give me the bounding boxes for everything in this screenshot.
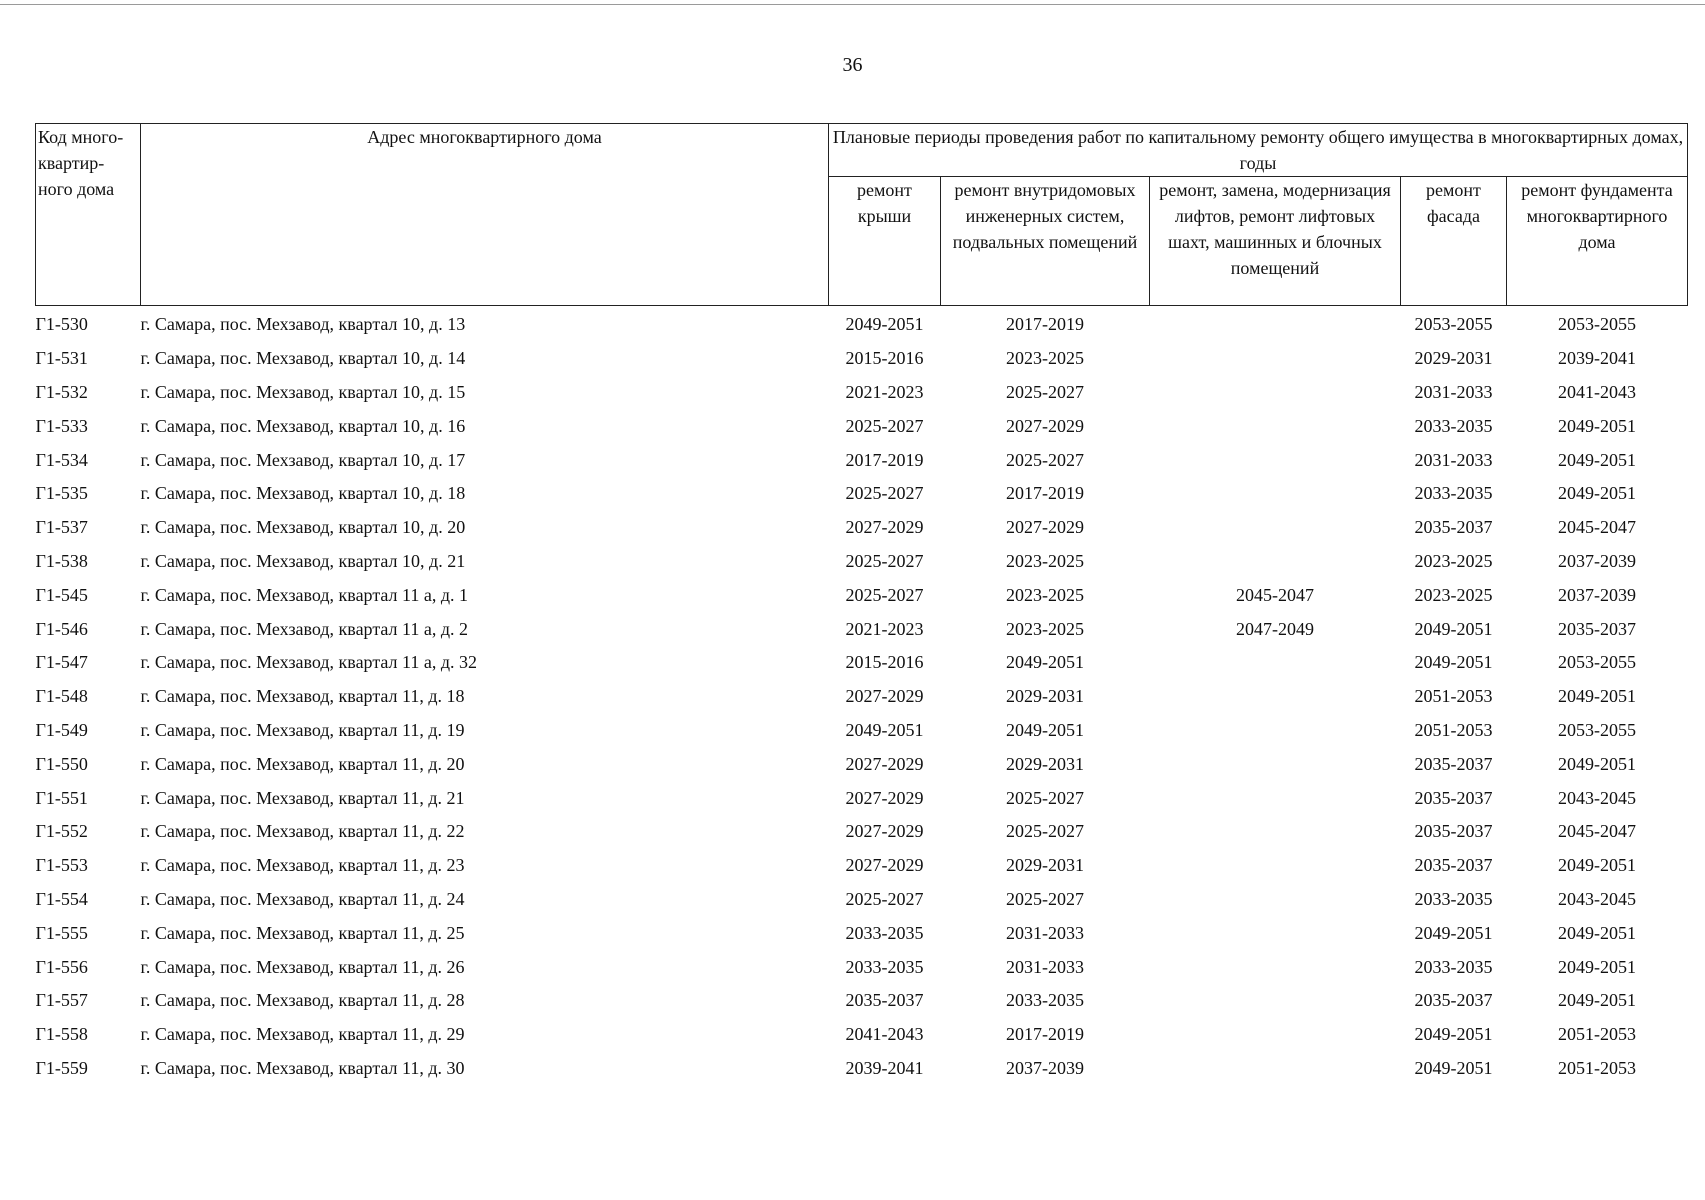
cell-engineering: 2049-2051 — [1006, 719, 1084, 740]
table-row — [36, 815, 1688, 849]
cell-foundation: 2049-2051 — [1558, 753, 1636, 774]
cell-lifts — [1150, 443, 1401, 477]
cell-foundation: 2049-2051 — [1558, 956, 1636, 977]
cell-code: Г1-558 — [35, 1024, 88, 1045]
table-row — [36, 747, 1688, 781]
cell-foundation: 2051-2053 — [1558, 1057, 1636, 1078]
table-row — [36, 342, 1688, 376]
cell-foundation: 2049-2051 — [1558, 415, 1636, 436]
cell-address: г. Самара, пос. Мехзавод, квартал 10, д. 14 — [140, 348, 466, 369]
cell-foundation: 2049-2051 — [1558, 990, 1636, 1011]
cell-roof: 2033-2035 — [845, 956, 924, 977]
cell-address: г. Самара, пос. Мехзавод, квартал 10, д. 20 — [140, 517, 466, 538]
cell-address: г. Самара, пос. Мехзавод, квартал 11 а, д. 32 — [140, 652, 478, 673]
cell-lifts — [1150, 883, 1401, 917]
cell-facade: 2033-2035 — [1414, 483, 1493, 504]
cell-roof: 2027-2029 — [845, 753, 924, 774]
cell-engineering: 2025-2027 — [1006, 449, 1084, 470]
cell-lifts — [1150, 950, 1401, 984]
cell-roof: 2049-2051 — [845, 314, 924, 335]
cell-foundation: 2039-2041 — [1558, 348, 1636, 369]
cell-address: г. Самара, пос. Мехзавод, квартал 11 а, д. 1 — [140, 584, 469, 605]
cell-code: Г1-534 — [35, 449, 88, 470]
cell-address: г. Самара, пос. Мехзавод, квартал 11, д. 25 — [140, 922, 465, 943]
cell-lifts — [1150, 511, 1401, 545]
cell-engineering: 2031-2033 — [1006, 922, 1084, 943]
cell-engineering: 2025-2027 — [1006, 888, 1084, 909]
cell-roof: 2021-2023 — [845, 618, 924, 639]
cell-foundation: 2053-2055 — [1558, 652, 1636, 673]
cell-engineering: 2025-2027 — [1006, 381, 1084, 402]
table-row — [36, 1018, 1688, 1052]
cell-facade: 2023-2025 — [1414, 584, 1493, 605]
cell-roof: 2033-2035 — [845, 922, 924, 943]
cell-address: г. Самара, пос. Мехзавод, квартал 10, д. 17 — [140, 449, 466, 470]
cell-facade: 2029-2031 — [1414, 348, 1493, 369]
header-lifts: ремонт, замена, модернизация лифтов, ремонт лифтовых шахт, машинных и блочных помещений — [1150, 177, 1401, 306]
cell-foundation: 2049-2051 — [1558, 483, 1636, 504]
table-row — [36, 306, 1688, 342]
table-row — [36, 781, 1688, 815]
cell-foundation: 2043-2045 — [1558, 787, 1636, 808]
cell-address: г. Самара, пос. Мехзавод, квартал 11, д. 20 — [140, 753, 465, 774]
cell-address: г. Самара, пос. Мехзавод, квартал 10, д. 21 — [140, 550, 466, 571]
table-row — [36, 1052, 1688, 1086]
cell-code: Г1-559 — [35, 1057, 88, 1078]
cell-facade: 2023-2025 — [1414, 550, 1493, 571]
cell-lifts: 2047-2049 — [1236, 618, 1314, 639]
cell-address: г. Самара, пос. Мехзавод, квартал 11, д. 29 — [140, 1024, 465, 1045]
cell-foundation: 2049-2051 — [1558, 855, 1636, 876]
cell-foundation: 2045-2047 — [1558, 821, 1636, 842]
table-row — [36, 443, 1688, 477]
header-foundation: ремонт фундамента многоквартирного дома — [1507, 177, 1688, 306]
cell-code: Г1-546 — [35, 618, 88, 639]
table-row — [36, 578, 1688, 612]
table-row — [36, 477, 1688, 511]
cell-engineering: 2037-2039 — [1006, 1057, 1084, 1078]
cell-foundation: 2053-2055 — [1558, 314, 1636, 335]
cell-code: Г1-547 — [35, 652, 88, 673]
cell-address: г. Самара, пос. Мехзавод, квартал 11, д. 23 — [140, 855, 465, 876]
cell-roof: 2017-2019 — [845, 449, 924, 470]
cell-address: г. Самара, пос. Мехзавод, квартал 10, д. 13 — [140, 314, 466, 335]
cell-engineering: 2017-2019 — [1006, 1024, 1084, 1045]
cell-facade: 2033-2035 — [1414, 888, 1493, 909]
cell-roof: 2025-2027 — [845, 888, 924, 909]
cell-lifts — [1150, 545, 1401, 579]
cell-roof: 2025-2027 — [845, 584, 924, 605]
cell-address: г. Самара, пос. Мехзавод, квартал 10, д. 18 — [140, 483, 466, 504]
cell-foundation: 2037-2039 — [1558, 550, 1636, 571]
table-row — [36, 376, 1688, 410]
cell-engineering: 2049-2051 — [1006, 652, 1084, 673]
cell-roof: 2027-2029 — [845, 855, 924, 876]
cell-address: г. Самара, пос. Мехзавод, квартал 11, д. 19 — [140, 719, 465, 740]
cell-roof: 2041-2043 — [845, 1024, 924, 1045]
cell-facade: 2035-2037 — [1414, 787, 1493, 808]
table-row — [36, 984, 1688, 1018]
repair-schedule-table — [35, 123, 1688, 1085]
cell-code: Г1-533 — [35, 415, 88, 436]
cell-facade: 2035-2037 — [1414, 990, 1493, 1011]
cell-facade: 2031-2033 — [1414, 449, 1493, 470]
cell-roof: 2015-2016 — [845, 652, 924, 673]
cell-engineering: 2033-2035 — [1006, 990, 1084, 1011]
table-row — [36, 680, 1688, 714]
cell-lifts — [1150, 916, 1401, 950]
header-roof: ремонт крыши — [829, 177, 941, 306]
table-row — [36, 849, 1688, 883]
cell-facade: 2035-2037 — [1414, 517, 1493, 538]
table-row — [36, 916, 1688, 950]
cell-facade: 2035-2037 — [1414, 821, 1493, 842]
cell-facade: 2049-2051 — [1414, 618, 1493, 639]
cell-lifts — [1150, 306, 1401, 342]
cell-lifts — [1150, 1018, 1401, 1052]
cell-code: Г1-531 — [35, 348, 88, 369]
header-code: Код много-квартир-ного дома — [36, 124, 141, 306]
cell-facade: 2049-2051 — [1414, 1024, 1493, 1045]
cell-roof: 2027-2029 — [845, 686, 924, 707]
cell-foundation: 2045-2047 — [1558, 517, 1636, 538]
cell-roof: 2027-2029 — [845, 517, 924, 538]
cell-address: г. Самара, пос. Мехзавод, квартал 11, д. 22 — [140, 821, 465, 842]
cell-foundation: 2051-2053 — [1558, 1024, 1636, 1045]
cell-lifts: 2045-2047 — [1236, 584, 1314, 605]
cell-lifts — [1150, 342, 1401, 376]
cell-facade: 2031-2033 — [1414, 381, 1493, 402]
cell-address: г. Самара, пос. Мехзавод, квартал 11, д. 24 — [140, 888, 465, 909]
cell-roof: 2025-2027 — [845, 483, 924, 504]
cell-code: Г1-537 — [35, 517, 88, 538]
cell-lifts — [1150, 714, 1401, 748]
cell-facade: 2049-2051 — [1414, 1057, 1493, 1078]
cell-address: г. Самара, пос. Мехзавод, квартал 11 а, д. 2 — [140, 618, 469, 639]
cell-address: г. Самара, пос. Мехзавод, квартал 11, д. 30 — [140, 1057, 465, 1078]
cell-lifts — [1150, 1052, 1401, 1086]
cell-engineering: 2029-2031 — [1006, 855, 1084, 876]
cell-address: г. Самара, пос. Мехзавод, квартал 11, д. 21 — [140, 787, 465, 808]
cell-code: Г1-538 — [35, 550, 88, 571]
cell-code: Г1-554 — [35, 888, 88, 909]
cell-address: г. Самара, пос. Мехзавод, квартал 10, д. 16 — [140, 415, 466, 436]
table-row — [36, 714, 1688, 748]
cell-facade: 2053-2055 — [1414, 314, 1493, 335]
cell-engineering: 2027-2029 — [1006, 415, 1084, 436]
table-header — [36, 124, 1688, 306]
cell-lifts — [1150, 477, 1401, 511]
cell-code: Г1-555 — [35, 922, 88, 943]
cell-roof: 2027-2029 — [845, 787, 924, 808]
table-row — [36, 511, 1688, 545]
cell-facade: 2049-2051 — [1414, 922, 1493, 943]
cell-lifts — [1150, 747, 1401, 781]
cell-engineering: 2023-2025 — [1006, 550, 1084, 571]
cell-engineering: 2017-2019 — [1006, 314, 1084, 335]
cell-address: г. Самара, пос. Мехзавод, квартал 11, д. 26 — [140, 956, 465, 977]
cell-foundation: 2037-2039 — [1558, 584, 1636, 605]
cell-foundation: 2049-2051 — [1558, 686, 1636, 707]
cell-engineering: 2031-2033 — [1006, 956, 1084, 977]
cell-code: Г1-552 — [35, 821, 88, 842]
cell-foundation: 2035-2037 — [1558, 618, 1636, 639]
table-row — [36, 646, 1688, 680]
header-engineering: ремонт внутридомовых инженерных систем, подвальных помещений — [941, 177, 1150, 306]
cell-lifts — [1150, 376, 1401, 410]
cell-roof: 2039-2041 — [845, 1057, 924, 1078]
table-body — [36, 306, 1688, 1086]
table-row — [36, 883, 1688, 917]
cell-facade: 2051-2053 — [1414, 719, 1493, 740]
cell-lifts — [1150, 646, 1401, 680]
cell-roof: 2035-2037 — [845, 990, 924, 1011]
cell-engineering: 2017-2019 — [1006, 483, 1084, 504]
header-facade: ремонт фасада — [1401, 177, 1507, 306]
cell-code: Г1-532 — [35, 381, 88, 402]
cell-roof: 2015-2016 — [845, 348, 924, 369]
cell-facade: 2051-2053 — [1414, 686, 1493, 707]
cell-facade: 2033-2035 — [1414, 415, 1493, 436]
cell-engineering: 2025-2027 — [1006, 787, 1084, 808]
cell-engineering: 2029-2031 — [1006, 686, 1084, 707]
cell-roof: 2049-2051 — [845, 719, 924, 740]
cell-lifts — [1150, 984, 1401, 1018]
cell-code: Г1-553 — [35, 855, 88, 876]
cell-code: Г1-551 — [35, 787, 88, 808]
cell-engineering: 2023-2025 — [1006, 584, 1084, 605]
cell-roof: 2025-2027 — [845, 415, 924, 436]
cell-foundation: 2049-2051 — [1558, 449, 1636, 470]
cell-foundation: 2053-2055 — [1558, 719, 1636, 740]
cell-address: г. Самара, пос. Мехзавод, квартал 11, д. 28 — [140, 990, 465, 1011]
cell-code: Г1-556 — [35, 956, 88, 977]
cell-code: Г1-557 — [35, 990, 88, 1011]
cell-code: Г1-548 — [35, 686, 88, 707]
page-number: 36 — [842, 54, 863, 76]
cell-foundation: 2041-2043 — [1558, 381, 1636, 402]
cell-facade: 2035-2037 — [1414, 753, 1493, 774]
header-address: Адрес многоквартирного дома — [141, 124, 829, 306]
cell-lifts — [1150, 781, 1401, 815]
cell-code: Г1-535 — [35, 483, 88, 504]
cell-roof: 2027-2029 — [845, 821, 924, 842]
table-row — [36, 950, 1688, 984]
table-row — [36, 545, 1688, 579]
cell-engineering: 2025-2027 — [1006, 821, 1084, 842]
cell-lifts — [1150, 815, 1401, 849]
cell-address: г. Самара, пос. Мехзавод, квартал 11, д. 18 — [140, 686, 465, 707]
cell-lifts — [1150, 680, 1401, 714]
cell-engineering: 2029-2031 — [1006, 753, 1084, 774]
cell-roof: 2025-2027 — [845, 550, 924, 571]
cell-engineering: 2023-2025 — [1006, 618, 1084, 639]
cell-address: г. Самара, пос. Мехзавод, квартал 10, д. 15 — [140, 381, 466, 402]
cell-facade: 2033-2035 — [1414, 956, 1493, 977]
table-row — [36, 409, 1688, 443]
cell-code: Г1-530 — [35, 314, 88, 335]
cell-foundation: 2043-2045 — [1558, 888, 1636, 909]
cell-facade: 2049-2051 — [1414, 652, 1493, 673]
table-row — [36, 612, 1688, 646]
header-planned-periods: Плановые периоды проведения работ по капитальному ремонту общего имущества в многоквартирных домах, годы — [829, 124, 1688, 177]
cell-roof: 2021-2023 — [845, 381, 924, 402]
cell-facade: 2035-2037 — [1414, 855, 1493, 876]
cell-code: Г1-549 — [35, 719, 88, 740]
scan-top-border — [0, 4, 1705, 5]
cell-lifts — [1150, 849, 1401, 883]
cell-code: Г1-545 — [35, 584, 88, 605]
cell-engineering: 2023-2025 — [1006, 348, 1084, 369]
cell-foundation: 2049-2051 — [1558, 922, 1636, 943]
cell-engineering: 2027-2029 — [1006, 517, 1084, 538]
cell-code: Г1-550 — [35, 753, 88, 774]
cell-lifts — [1150, 409, 1401, 443]
